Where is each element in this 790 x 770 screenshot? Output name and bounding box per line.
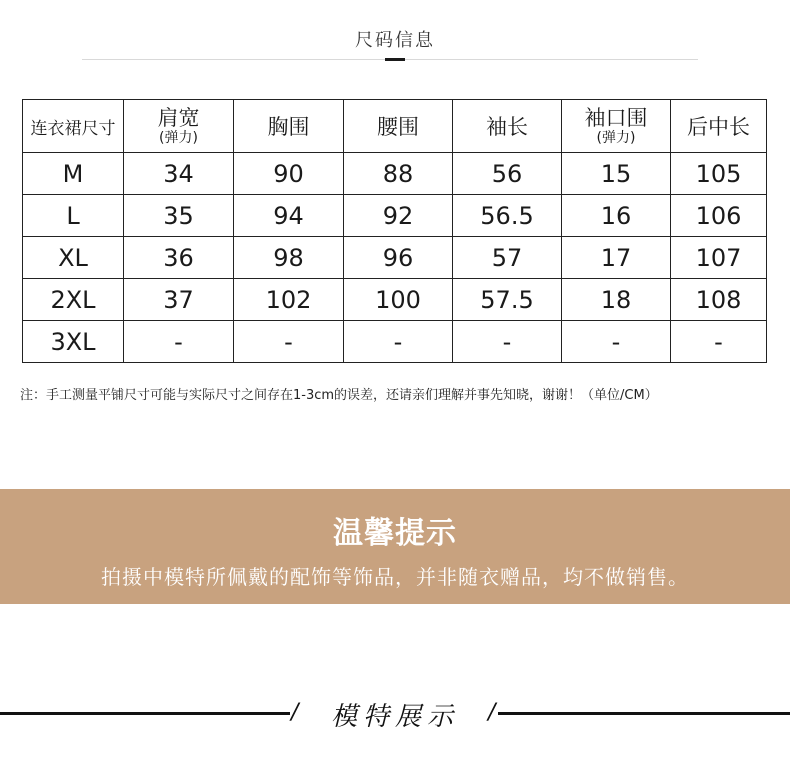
table-cell: - [562, 321, 671, 363]
table-cell: 56 [453, 153, 562, 195]
table-cell: 2XL [23, 279, 124, 321]
table-cell: 98 [234, 237, 344, 279]
table-cell: 56.5 [453, 195, 562, 237]
table-cell: 106 [671, 195, 767, 237]
table-cell: 37 [124, 279, 234, 321]
header-shoulder-note: (弹力) [159, 130, 198, 146]
tips-banner [0, 489, 790, 604]
table-row [23, 279, 767, 321]
table-cell: - [453, 321, 562, 363]
table-cell: - [124, 321, 234, 363]
table-cell: 107 [671, 237, 767, 279]
measurement-note: 注：手工测量平铺尺寸可能与实际尺寸之间存在1-3cm的误差，还请亲们理解并事先知晓，谢谢！（单位/CM） [20, 388, 658, 403]
table-cell: 100 [344, 279, 453, 321]
table-cell: 94 [234, 195, 344, 237]
table-cell: 17 [562, 237, 671, 279]
table-cell: L [23, 195, 124, 237]
header-cell-bust: 胸围 [234, 100, 344, 153]
header-cell-size: 连衣裙尺寸 [23, 100, 124, 153]
table-cell: 36 [124, 237, 234, 279]
header-cell-shoulder [124, 100, 234, 153]
table-cell: 57.5 [453, 279, 562, 321]
header-cell-waist: 腰围 [344, 100, 453, 153]
table-cell: 102 [234, 279, 344, 321]
size-info-title: 尺码信息 [355, 30, 435, 51]
table-cell: 105 [671, 153, 767, 195]
header-cell-cuff [562, 100, 671, 153]
header-cuff-note: (弹力) [596, 130, 636, 146]
size-table [22, 99, 767, 363]
header-accent-mark [385, 58, 405, 61]
table-cell: 57 [453, 237, 562, 279]
tips-text: 拍摄中模特所佩戴的配饰等饰品，并非随衣赠品，均不做销售。 [101, 565, 689, 589]
slash-mark-left: / [291, 700, 299, 725]
table-cell: 88 [344, 153, 453, 195]
table-cell: - [344, 321, 453, 363]
section-divider-left [0, 712, 290, 715]
table-cell: 3XL [23, 321, 124, 363]
table-cell: M [23, 153, 124, 195]
table-row [23, 321, 767, 363]
header-shoulder-label: 肩宽 [157, 106, 200, 130]
header-cell-sleeve: 袖长 [453, 100, 562, 153]
table-cell: 35 [124, 195, 234, 237]
tips-title: 温馨提示 [333, 516, 457, 551]
table-cell: 18 [562, 279, 671, 321]
model-display-title: 模特展示 [330, 702, 459, 732]
table-cell: 15 [562, 153, 671, 195]
slash-mark-right: / [488, 700, 496, 725]
table-cell: 34 [124, 153, 234, 195]
section-divider-right [498, 712, 790, 715]
header-cuff-label: 袖口围 [584, 106, 648, 130]
table-cell: 108 [671, 279, 767, 321]
table-header-row [23, 100, 767, 153]
table-cell: 16 [562, 195, 671, 237]
table-cell: XL [23, 237, 124, 279]
table-row [23, 195, 767, 237]
table-cell: - [671, 321, 767, 363]
table-row [23, 237, 767, 279]
table-row [23, 153, 767, 195]
table-cell: 92 [344, 195, 453, 237]
table-cell: 90 [234, 153, 344, 195]
table-cell: - [234, 321, 344, 363]
table-cell: 96 [344, 237, 453, 279]
header-cell-length: 后中长 [671, 100, 767, 153]
